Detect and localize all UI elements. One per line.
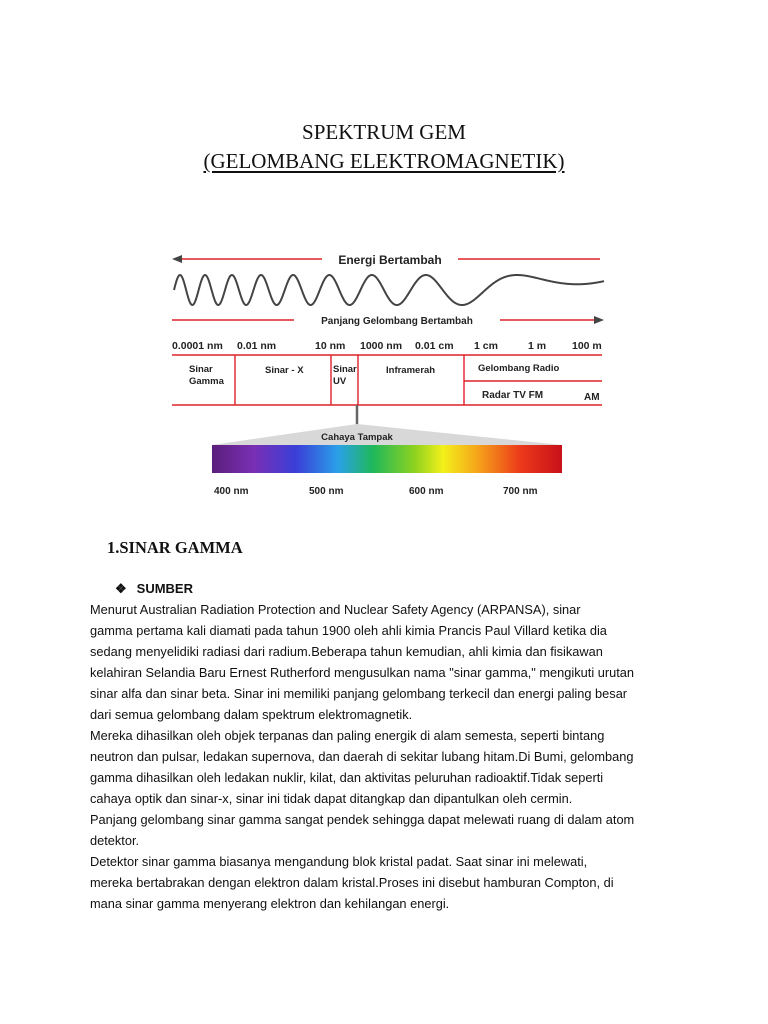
paragraph-line: sedang menyelidiki radiasi dari radium.Beberapa tahun kemudian, ahli kimia dan fisikawan (90, 643, 603, 659)
scale-label: 0.0001 nm (172, 340, 223, 352)
paragraph-line: Detektor sinar gamma biasanya mengandung blok kristal padat. Saat sinar ini melewati, (90, 854, 588, 869)
visible-tick-label: 700 nm (503, 486, 538, 497)
band-uv-line1: Sinar (333, 364, 357, 375)
visible-spectrum-bar (212, 445, 562, 473)
scale-label: 0.01 nm (237, 340, 277, 352)
paragraph-line: neutron dan pulsar, ledakan supernova, dan daerah di sekitar lubang hitam.Di Bumi, gelombang (90, 748, 634, 764)
band-gamma-line1: Sinar (189, 364, 213, 375)
paragraph-line: cahaya optik dan sinar-x, sinar ini tidak dapat ditangkap dan dipantulkan oleh cermin. (90, 790, 573, 806)
sub-heading-label: SUMBER (136, 581, 193, 596)
paragraph-line: gamma dihasilkan oleh ledakan nuklir, kilat, dan aktivitas peluruhan radioaktif.Tidak seperti (90, 769, 604, 785)
paragraph-line: mana sinar gamma menyerang elektron dan kehilangan energi. (90, 895, 450, 911)
scale-label: 1 cm (474, 340, 498, 352)
paragraph-line: gamma pertama kali diamati pada tahun 1900 oleh ahli kimia Prancis Paul Villard ketika dia (90, 622, 607, 638)
band-xray: Sinar - X (265, 365, 304, 376)
visible-tick-label: 400 nm (214, 486, 249, 497)
page-subtitle: (GELOMBANG ELEKTROMAGNETIK) (203, 149, 565, 173)
diamond-bullet-icon: ❖ (115, 581, 127, 596)
wavelength-label: Panjang Gelombang Bertambah (321, 316, 473, 327)
band-infrared: Inframerah (386, 365, 436, 376)
scale-label: 0.01 cm (415, 340, 454, 352)
visible-light-label: Cahaya Tampak (321, 432, 393, 443)
em-wave-line (174, 275, 604, 305)
paragraph-3 (90, 852, 690, 915)
em-spectrum-figure (160, 238, 610, 500)
energy-label: Energi Bertambah (338, 253, 442, 267)
paragraph-line: Panjang gelombang sinar gamma sangat pendek sehingga dapat melewati ruang di dalam atom (90, 811, 635, 827)
band-gamma-line2: Gamma (189, 376, 224, 387)
paragraph-line: dari semua gelombang dalam spektrum elektromagnetik. (90, 706, 413, 722)
scale-label: 1000 nm (360, 340, 403, 352)
section-heading: 1.SINAR GAMMA (107, 538, 243, 557)
scale-label: 1 m (528, 340, 547, 352)
visible-tick-label: 500 nm (309, 486, 344, 497)
visible-tick-label: 600 nm (409, 486, 444, 497)
paragraph-2 (90, 726, 690, 851)
page-title: SPEKTRUM GEM (302, 120, 466, 144)
paragraph-line: mereka bertabrakan dengan elektron dalam kristal.Proses ini disebut hamburan Compton, di (90, 874, 614, 890)
paragraph-line: detektor. (90, 832, 140, 848)
band-am: AM (584, 392, 600, 403)
band-radio-sub: Radar TV FM (482, 390, 544, 401)
paragraph-line: Menurut Australian Radiation Protection and Nuclear Safety Agency (ARPANSA), sinar (90, 602, 581, 617)
paragraph-line: kelahiran Selandia Baru Ernest Rutherford mengusulkan nama "sinar gamma," mengikuti urutan (90, 664, 634, 680)
scale-label: 10 nm (315, 340, 346, 352)
scale-label: 100 m (572, 340, 602, 352)
paragraph-1 (90, 600, 690, 725)
paragraph-line: Mereka dihasilkan oleh objek terpanas dan paling energik di alam semesta, seperti bintang (90, 728, 605, 743)
paragraph-line: sinar alfa dan sinar beta. Sinar ini memiliki panjang gelombang terkecil dan energi paling besar (90, 685, 628, 701)
band-radio: Gelombang Radio (478, 363, 560, 374)
band-uv-line2: UV (333, 376, 347, 387)
sub-heading (115, 581, 193, 597)
